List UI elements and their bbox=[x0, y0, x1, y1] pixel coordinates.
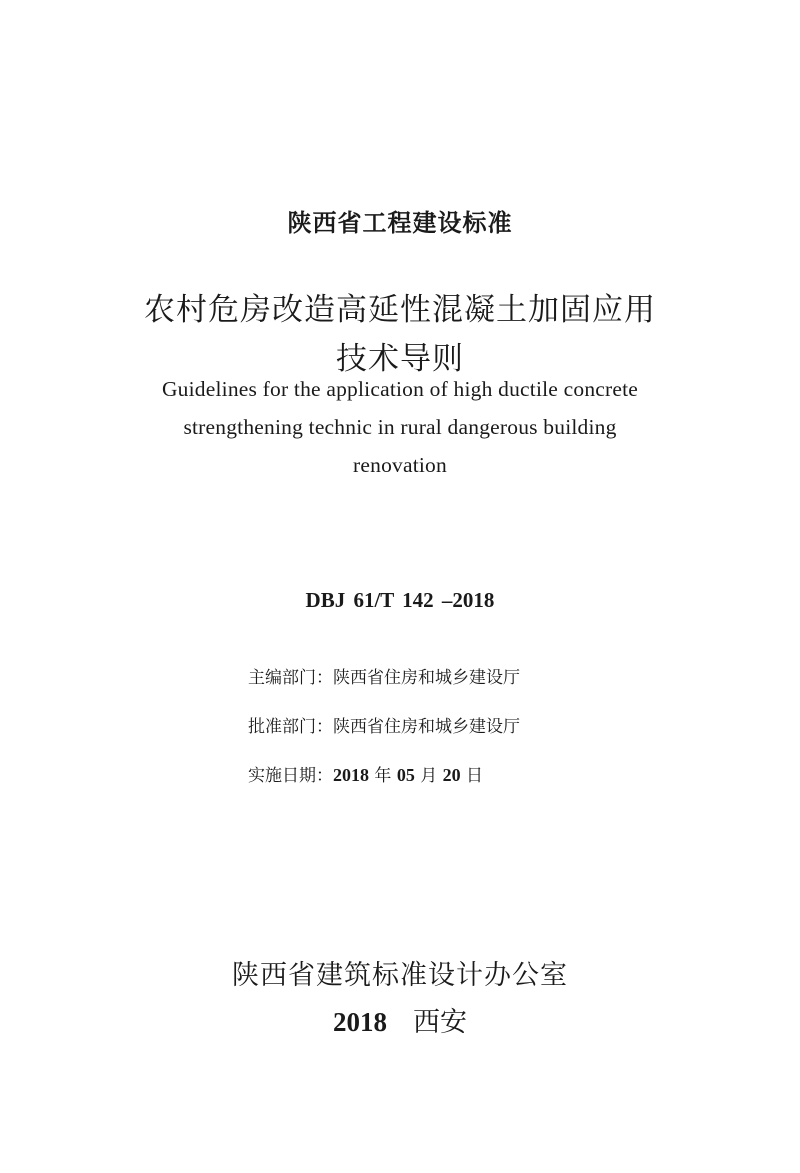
approver-label: 批准部门： bbox=[248, 717, 333, 737]
publication-line bbox=[0, 1000, 800, 1039]
title-english-line-3: renovation bbox=[353, 453, 447, 477]
approver-value: 陕西省住房和城乡建设厅 bbox=[333, 717, 520, 737]
editor-label: 主编部门： bbox=[248, 668, 333, 688]
publisher-name: 陕西省建筑标准设计办公室 bbox=[232, 960, 568, 991]
editor-row bbox=[248, 663, 520, 688]
title-english-line-2: strengthening technic in rural dangerous building bbox=[183, 415, 617, 439]
date-month-unit: 月 bbox=[420, 766, 438, 786]
publication-year: 2018 bbox=[333, 1007, 387, 1037]
date-day-unit: 日 bbox=[466, 766, 484, 786]
title-chinese-line-1: 农村危房改造高延性混凝土加固应用 bbox=[144, 292, 656, 328]
date-day: 20 bbox=[442, 765, 461, 785]
date-year-unit: 年 bbox=[374, 766, 392, 786]
title-english-line-1: Guidelines for the application of high ductile concrete bbox=[161, 377, 639, 401]
standard-code: DBJ 61/T 142 –2018 bbox=[305, 588, 495, 612]
date-year: 2018 bbox=[333, 765, 369, 785]
standard-category: 陕西省工程建设标准 bbox=[287, 209, 513, 237]
date-month: 05 bbox=[396, 765, 415, 785]
date-label: 实施日期： bbox=[248, 766, 333, 786]
publication-city: 西安 bbox=[413, 1007, 467, 1038]
approver-row bbox=[248, 712, 520, 737]
title-chinese-line-2: 技术导则 bbox=[336, 341, 464, 377]
effective-date-row bbox=[248, 761, 483, 786]
editor-value: 陕西省住房和城乡建设厅 bbox=[333, 668, 520, 688]
